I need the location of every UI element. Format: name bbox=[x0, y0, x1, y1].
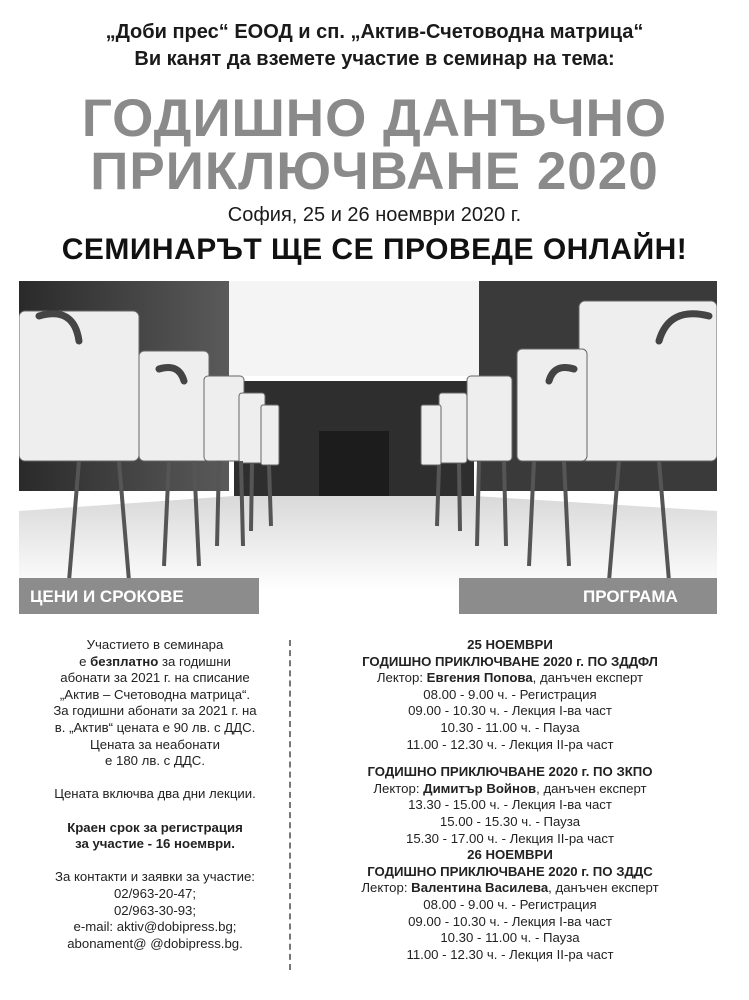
price-text: Цената за неабонати bbox=[90, 736, 220, 752]
organizers-line: „Доби прес“ ЕООД и сп. „Актив-Счетоводна матрица“ bbox=[105, 21, 644, 43]
day-heading: 26 НОЕМВРИ bbox=[467, 847, 553, 863]
prices-heading: ЦЕНИ И СРОКОВЕ bbox=[30, 587, 184, 606]
schedule-item: 15.30 - 17.00 ч. - Лекция II-ра част bbox=[405, 830, 614, 846]
schedule-item: 11.00 - 12.30 ч. - Лекция II-ра част bbox=[406, 946, 614, 962]
schedule-item: 08.00 - 9.00 ч. - Регистрация bbox=[423, 686, 597, 702]
email-address: e-mail: aktiv@dobipress.bg; bbox=[73, 919, 237, 935]
seminar-hall-photo bbox=[19, 281, 717, 591]
program-column bbox=[300, 637, 720, 963]
seminar-title bbox=[0, 89, 749, 201]
price-text: абонати за 2021 г. на списание bbox=[60, 670, 250, 686]
free-label: безплатно bbox=[90, 653, 159, 669]
schedule-item: 09.00 - 10.30 ч. - Лекция I-ва част bbox=[408, 703, 612, 719]
schedule-item: 10.30 - 11.00 ч. - Пауза bbox=[440, 719, 580, 735]
price-text: в. „Актив“ цената е 90 лв. с ДДС. bbox=[54, 719, 256, 735]
online-notice: СЕМИНАРЪТ ЩЕ СЕ ПРОВЕДЕ ОНЛАЙН! bbox=[61, 233, 688, 266]
prices-column bbox=[30, 637, 280, 952]
price-text: „Актив – Счетоводна матрица“. bbox=[59, 686, 251, 702]
deadline-line-1: Краен срок за регистрация bbox=[67, 819, 243, 835]
price-text: е безплатно за годишни bbox=[79, 653, 231, 669]
column-divider bbox=[289, 640, 291, 970]
phone-number: 02/963-30-93; bbox=[113, 902, 197, 918]
invitation-line: Ви канят да вземете участие в семинар на тема: bbox=[134, 48, 615, 70]
session-title: ГОДИШНО ПРИКЛЮЧВАНЕ 2020 г. ПО ЗДДС bbox=[367, 863, 653, 879]
price-text: Участието в семинара bbox=[86, 637, 224, 652]
schedule-item: 13.30 - 15.00 ч. - Лекция I-ва част bbox=[408, 797, 612, 813]
phone-number: 02/963-20-47; bbox=[113, 885, 197, 901]
schedule-item: 09.00 - 10.30 ч. - Лекция I-ва част bbox=[408, 913, 612, 929]
title-line-1: ГОДИШНО ДАНЪЧНО bbox=[81, 89, 668, 148]
title-line-2: ПРИКЛЮЧВАНЕ 2020 bbox=[90, 142, 659, 201]
schedule-item: 15.00 - 15.30 ч. - Пауза bbox=[439, 813, 581, 829]
price-text: е 180 лв. с ДДС. bbox=[104, 753, 205, 769]
schedule-item: 11.00 - 12.30 ч. - Лекция II-ра част bbox=[406, 736, 614, 752]
session-title: ГОДИШНО ПРИКЛЮЧВАНЕ 2020 г. ПО ЗКПО bbox=[367, 764, 653, 780]
program-heading: ПРОГРАМА bbox=[583, 587, 678, 606]
lector-line: Лектор: Димитър Войнов, данъчен експерт bbox=[373, 780, 647, 796]
contacts-heading: За контакти и заявки за участие: bbox=[55, 869, 255, 885]
deadline-line-2: за участие - 16 ноември. bbox=[75, 836, 235, 852]
price-text: За годишни абонати за 2021 г. на bbox=[53, 703, 257, 719]
lector-line: Лектор: Валентина Василева, данъчен експерт bbox=[361, 880, 659, 896]
schedule-item: 10.30 - 11.00 ч. - Пауза bbox=[440, 930, 580, 946]
session-title: ГОДИШНО ПРИКЛЮЧВАНЕ 2020 г. ПО ЗДДФЛ bbox=[362, 653, 658, 669]
day-heading: 25 НОЕМВРИ bbox=[467, 637, 553, 652]
date-location: София, 25 и 26 ноември 2020 г. bbox=[227, 204, 522, 226]
lector-line: Лектор: Евгения Попова, данъчен експерт bbox=[376, 670, 644, 686]
schedule-item: 08.00 - 9.00 ч. - Регистрация bbox=[423, 896, 597, 912]
email-address: abonament@ @dobipress.bg. bbox=[67, 935, 243, 951]
price-includes: Цената включва два дни лекции. bbox=[54, 786, 256, 802]
